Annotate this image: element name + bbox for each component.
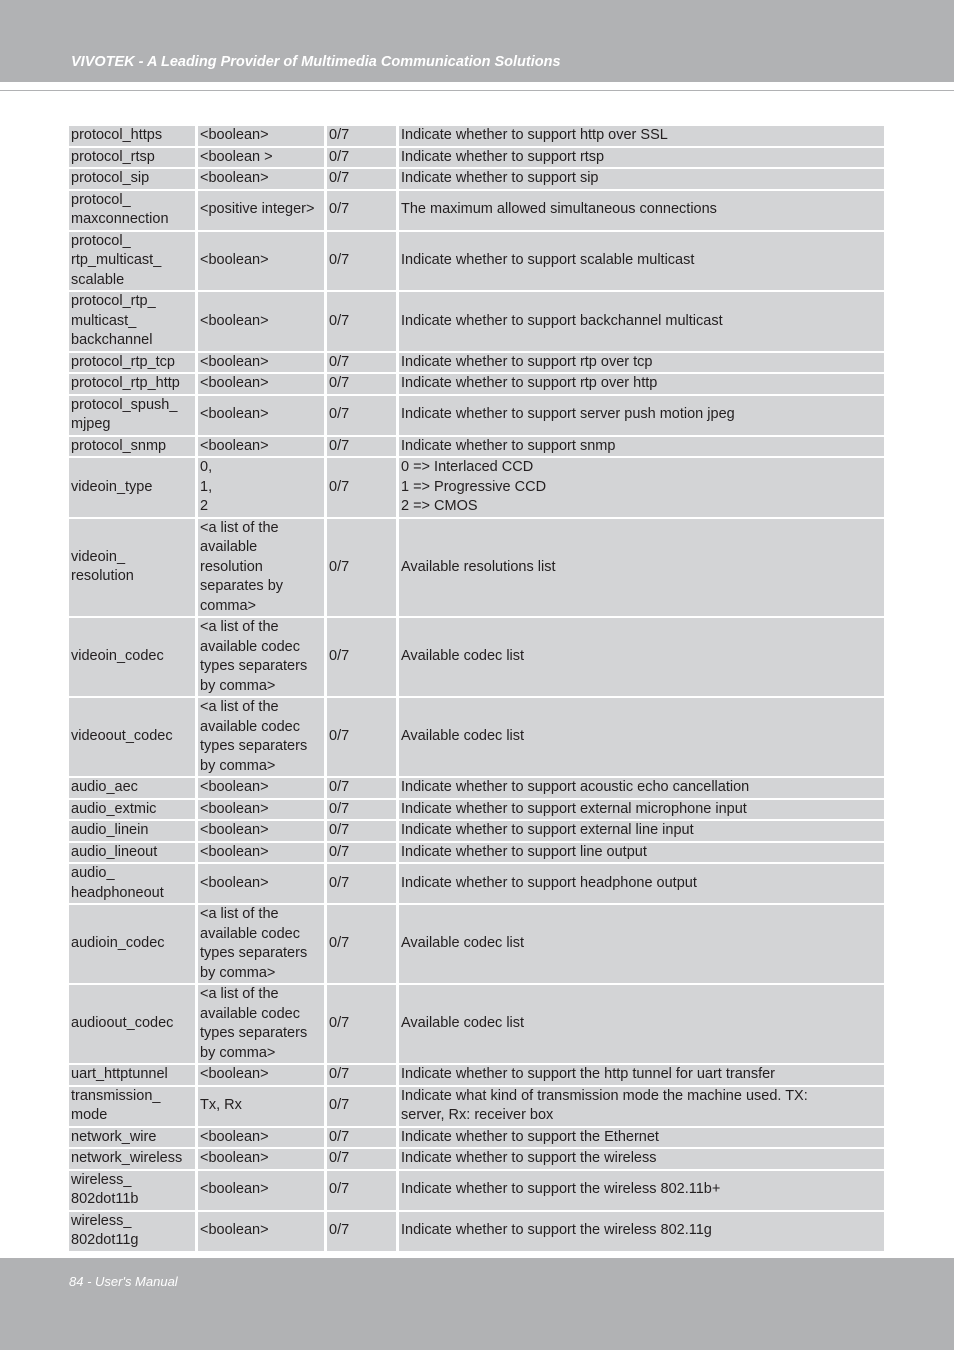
security-level-cell: 0/7	[327, 1212, 399, 1251]
security-level-cell: 0/7	[327, 437, 399, 457]
header-title: VIVOTEK - A Leading Provider of Multimedia Communication Solutions	[71, 54, 561, 70]
parameter-name-cell: videoin_ resolution	[69, 519, 198, 617]
security-level-cell: 0/7	[327, 232, 399, 291]
parameter-name-cell: protocol_sip	[69, 169, 198, 189]
parameter-name-cell: network_wireless	[69, 1149, 198, 1169]
table-row	[69, 292, 884, 351]
table-row	[69, 864, 884, 903]
table-row	[69, 232, 884, 291]
parameter-name-cell: protocol_ maxconnection	[69, 191, 198, 230]
table-row	[69, 1087, 884, 1126]
table-row	[69, 778, 884, 798]
parameter-table-container	[69, 124, 884, 1253]
description-cell: Indicate whether to support acoustic echo cancellation	[399, 778, 884, 798]
value-type-cell: <a list of the available codec types separaters by comma>	[198, 905, 327, 983]
description-cell: Indicate whether to support the wireless 802.11g	[399, 1212, 884, 1251]
value-type-cell: <boolean>	[198, 396, 327, 435]
security-level-cell: 0/7	[327, 1065, 399, 1085]
security-level-cell: 0/7	[327, 396, 399, 435]
table-row	[69, 458, 884, 517]
table-row	[69, 396, 884, 435]
value-type-cell: <boolean>	[198, 1212, 327, 1251]
parameter-name-cell: protocol_rtp_http	[69, 374, 198, 394]
description-cell: Indicate whether to support rtp over http	[399, 374, 884, 394]
value-type-cell: <boolean>	[198, 800, 327, 820]
parameter-name-cell: videoin_type	[69, 458, 198, 517]
table-row	[69, 821, 884, 841]
description-cell: Available codec list	[399, 618, 884, 696]
description-cell: Indicate whether to support the wireless	[399, 1149, 884, 1169]
parameter-name-cell: audio_linein	[69, 821, 198, 841]
parameter-name-cell: wireless_ 802dot11b	[69, 1171, 198, 1210]
table-row	[69, 698, 884, 776]
table-row	[69, 843, 884, 863]
security-level-cell: 0/7	[327, 1171, 399, 1210]
parameter-table	[69, 124, 884, 1253]
security-level-cell: 0/7	[327, 618, 399, 696]
description-cell: Indicate whether to support http over SSL	[399, 126, 884, 146]
description-cell: Indicate what kind of transmission mode the machine used. TX: server, Rx: receiver box	[399, 1087, 884, 1126]
parameter-name-cell: transmission_ mode	[69, 1087, 198, 1126]
description-cell: Indicate whether to support backchannel multicast	[399, 292, 884, 351]
security-level-cell: 0/7	[327, 1087, 399, 1126]
description-cell: Indicate whether to support line output	[399, 843, 884, 863]
table-row	[69, 618, 884, 696]
value-type-cell: <a list of the available codec types separaters by comma>	[198, 618, 327, 696]
parameter-name-cell: protocol_https	[69, 126, 198, 146]
description-cell: Available codec list	[399, 905, 884, 983]
description-cell: Indicate whether to support snmp	[399, 437, 884, 457]
description-cell: Indicate whether to support external line input	[399, 821, 884, 841]
value-type-cell: <boolean>	[198, 1128, 327, 1148]
value-type-cell: Tx, Rx	[198, 1087, 327, 1126]
security-level-cell: 0/7	[327, 1128, 399, 1148]
security-level-cell: 0/7	[327, 1149, 399, 1169]
description-cell: Indicate whether to support sip	[399, 169, 884, 189]
description-cell: Indicate whether to support rtsp	[399, 148, 884, 168]
value-type-cell: <boolean>	[198, 437, 327, 457]
table-row	[69, 191, 884, 230]
parameter-name-cell: audio_ headphoneout	[69, 864, 198, 903]
header-divider	[0, 90, 954, 91]
security-level-cell: 0/7	[327, 292, 399, 351]
value-type-cell: <boolean>	[198, 821, 327, 841]
parameter-name-cell: audioout_codec	[69, 985, 198, 1063]
parameter-name-cell: uart_httptunnel	[69, 1065, 198, 1085]
value-type-cell: <boolean>	[198, 126, 327, 146]
description-cell: Indicate whether to support scalable multicast	[399, 232, 884, 291]
table-row	[69, 148, 884, 168]
parameter-name-cell: network_wire	[69, 1128, 198, 1148]
value-type-cell: <positive integer>	[198, 191, 327, 230]
security-level-cell: 0/7	[327, 800, 399, 820]
page-header	[0, 0, 954, 82]
parameter-name-cell: audio_extmic	[69, 800, 198, 820]
parameter-name-cell: protocol_ rtp_multicast_ scalable	[69, 232, 198, 291]
value-type-cell: <boolean>	[198, 169, 327, 189]
security-level-cell: 0/7	[327, 458, 399, 517]
security-level-cell: 0/7	[327, 374, 399, 394]
value-type-cell: <a list of the available codec types separaters by comma>	[198, 698, 327, 776]
security-level-cell: 0/7	[327, 126, 399, 146]
security-level-cell: 0/7	[327, 864, 399, 903]
table-row	[69, 519, 884, 617]
parameter-table-body	[69, 126, 884, 1251]
value-type-cell: <boolean>	[198, 232, 327, 291]
page-number-label: 84 - User's Manual	[69, 1274, 178, 1289]
description-cell: Indicate whether to support the Ethernet	[399, 1128, 884, 1148]
security-level-cell: 0/7	[327, 698, 399, 776]
value-type-cell: <boolean>	[198, 843, 327, 863]
parameter-name-cell: audio_aec	[69, 778, 198, 798]
table-row	[69, 353, 884, 373]
table-row	[69, 1128, 884, 1148]
page-footer	[0, 1258, 954, 1350]
description-cell: Indicate whether to support external microphone input	[399, 800, 884, 820]
security-level-cell: 0/7	[327, 519, 399, 617]
value-type-cell: <boolean>	[198, 778, 327, 798]
table-row	[69, 800, 884, 820]
parameter-name-cell: videoout_codec	[69, 698, 198, 776]
security-level-cell: 0/7	[327, 905, 399, 983]
value-type-cell: <boolean>	[198, 1065, 327, 1085]
security-level-cell: 0/7	[327, 985, 399, 1063]
table-row	[69, 1171, 884, 1210]
parameter-name-cell: videoin_codec	[69, 618, 198, 696]
parameter-name-cell: protocol_snmp	[69, 437, 198, 457]
parameter-name-cell: protocol_rtsp	[69, 148, 198, 168]
description-cell: Indicate whether to support the wireless 802.11b+	[399, 1171, 884, 1210]
table-row	[69, 169, 884, 189]
description-cell: Available codec list	[399, 698, 884, 776]
table-row	[69, 1149, 884, 1169]
description-cell: Indicate whether to support the http tunnel for uart transfer	[399, 1065, 884, 1085]
table-row	[69, 437, 884, 457]
value-type-cell: <boolean>	[198, 1171, 327, 1210]
security-level-cell: 0/7	[327, 778, 399, 798]
table-row	[69, 1212, 884, 1251]
table-row	[69, 985, 884, 1063]
value-type-cell: <a list of the available resolution separates by comma>	[198, 519, 327, 617]
security-level-cell: 0/7	[327, 169, 399, 189]
table-row	[69, 905, 884, 983]
value-type-cell: <boolean>	[198, 374, 327, 394]
description-cell: Indicate whether to support headphone output	[399, 864, 884, 903]
value-type-cell: <boolean>	[198, 292, 327, 351]
security-level-cell: 0/7	[327, 191, 399, 230]
parameter-name-cell: protocol_rtp_ multicast_ backchannel	[69, 292, 198, 351]
value-type-cell: <a list of the available codec types separaters by comma>	[198, 985, 327, 1063]
parameter-name-cell: audioin_codec	[69, 905, 198, 983]
parameter-name-cell: wireless_ 802dot11g	[69, 1212, 198, 1251]
description-cell: Available codec list	[399, 985, 884, 1063]
description-cell: Indicate whether to support server push motion jpeg	[399, 396, 884, 435]
description-cell: 0 => Interlaced CCD 1 => Progressive CCD 2 => CMOS	[399, 458, 884, 517]
description-cell: The maximum allowed simultaneous connections	[399, 191, 884, 230]
parameter-name-cell: protocol_spush_ mjpeg	[69, 396, 198, 435]
security-level-cell: 0/7	[327, 148, 399, 168]
value-type-cell: <boolean>	[198, 1149, 327, 1169]
description-cell: Available resolutions list	[399, 519, 884, 617]
table-row	[69, 374, 884, 394]
table-row	[69, 1065, 884, 1085]
value-type-cell: <boolean >	[198, 148, 327, 168]
security-level-cell: 0/7	[327, 353, 399, 373]
security-level-cell: 0/7	[327, 821, 399, 841]
security-level-cell: 0/7	[327, 843, 399, 863]
parameter-name-cell: protocol_rtp_tcp	[69, 353, 198, 373]
value-type-cell: <boolean>	[198, 864, 327, 903]
value-type-cell: <boolean>	[198, 353, 327, 373]
value-type-cell: 0, 1, 2	[198, 458, 327, 517]
table-row	[69, 126, 884, 146]
description-cell: Indicate whether to support rtp over tcp	[399, 353, 884, 373]
parameter-name-cell: audio_lineout	[69, 843, 198, 863]
